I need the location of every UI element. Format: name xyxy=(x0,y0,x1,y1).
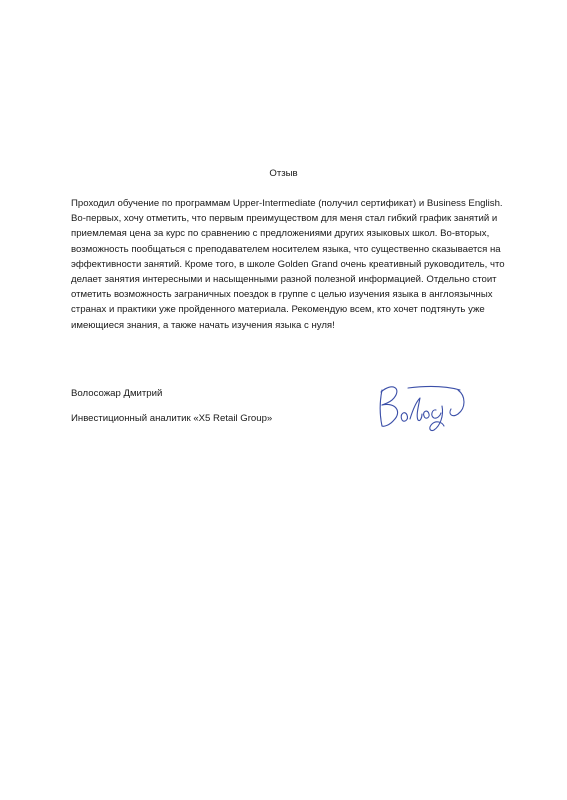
body-line: странах и практики уже пройденного материала. Рекомендую всем, кто хочет подтянуть уже xyxy=(71,304,485,316)
body-line: делает занятия интересными и насыщенными разной полезной информацией. Отдельно стоит xyxy=(71,273,497,285)
body-line: Проходил обучение по программам Upper-Intermediate (получил сертификат) и Business English. xyxy=(71,198,503,209)
body-line: возможность пообщаться с преподавателем носителем языка, что существенно сказывается на xyxy=(71,243,501,255)
body-line: имеющиеся знания, а также начать изучения языка с нуля! xyxy=(71,319,335,331)
handwritten-signature xyxy=(372,376,472,438)
body-line: Во-первых, хочу отметить, что первым преимуществом для меня стал гибкий график занятий и xyxy=(71,213,498,225)
document-title: Отзыв xyxy=(269,168,298,179)
body-line: отметить возможность заграничных поездок в группе с целью изучения языка в англоязычных xyxy=(71,289,493,301)
review-body xyxy=(71,196,531,333)
author-position: Инвестиционный аналитик «X5 Retail Group» xyxy=(71,413,273,424)
body-line: эффективности занятий. Кроме того, в школе Golden Grand очень креативный руководитель, что xyxy=(71,258,505,270)
body-line: приемлемая цена за курс по сравнению с предложениями других языковых школ. Во-вторых, xyxy=(71,228,490,240)
author-name: Волосожар Дмитрий xyxy=(71,388,163,399)
